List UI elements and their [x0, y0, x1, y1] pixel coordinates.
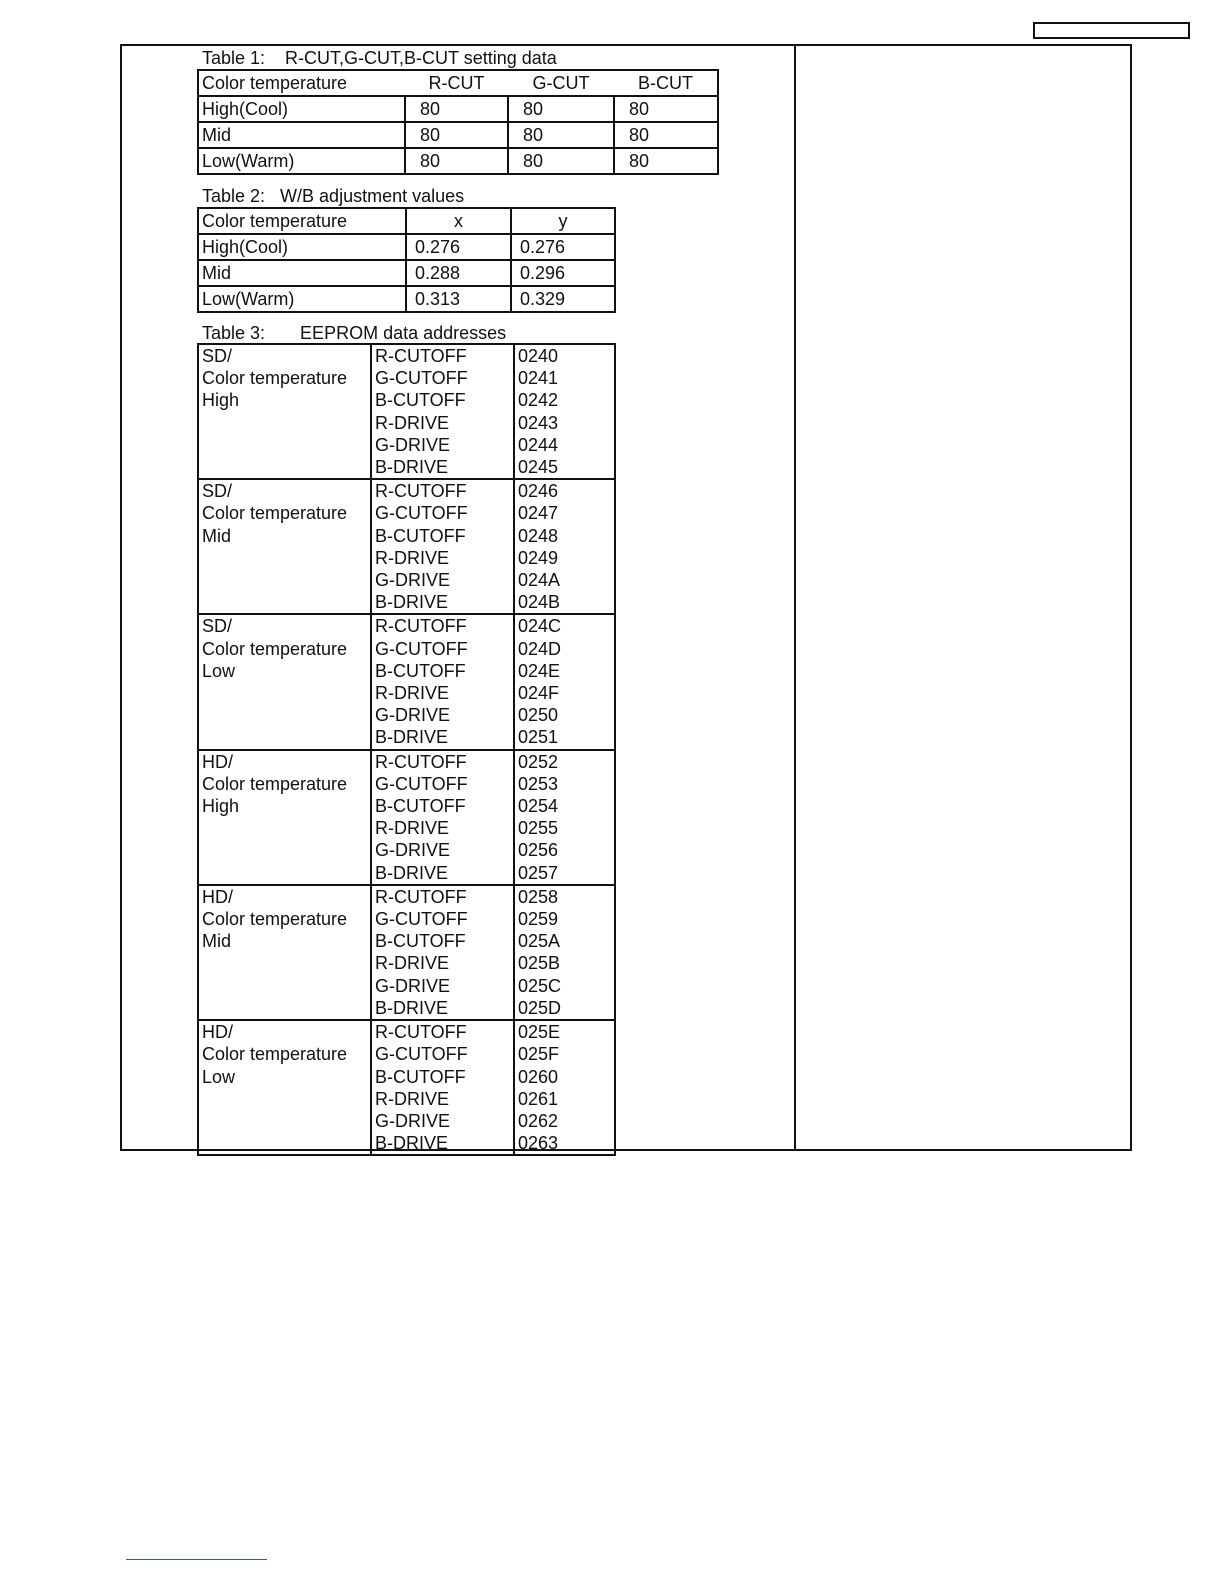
table3-address: 0241	[518, 368, 559, 389]
table3-address: 0254	[518, 796, 559, 817]
table-row	[198, 614, 615, 749]
table3-address: 0248	[518, 525, 559, 546]
table3-register: G-DRIVE	[375, 1110, 451, 1131]
table3-address: 025B	[518, 953, 561, 974]
footer-link-line	[126, 1559, 267, 1560]
table3-group-mode: SD/	[202, 346, 233, 366]
table1-cell: 80	[508, 122, 614, 148]
table3-register-list	[371, 614, 514, 749]
table3-address: 025D	[518, 997, 562, 1018]
table3-register: G-DRIVE	[375, 840, 451, 861]
table3-register: R-CUTOFF	[375, 481, 467, 502]
table3-address-list	[514, 614, 615, 749]
table3-group-mode: SD/	[202, 616, 233, 637]
page-number-box	[1033, 22, 1190, 39]
table-row	[198, 234, 615, 260]
table3-address: 0249	[518, 547, 559, 568]
table-row	[198, 260, 615, 286]
table3-register: G-CUTOFF	[375, 909, 468, 930]
table3-address: 024B	[518, 592, 561, 613]
table3-address: 0251	[518, 727, 559, 748]
table2-cell: 0.313	[406, 286, 511, 312]
table3-register: G-CUTOFF	[375, 773, 468, 794]
table2-cell: 0.296	[511, 260, 615, 286]
table-row	[198, 286, 615, 312]
table3-register: R-DRIVE	[375, 953, 450, 974]
table1-cell: 80	[508, 148, 614, 174]
table3-group-label	[198, 750, 371, 885]
table3-group-label	[198, 1020, 371, 1155]
table3-group-label: Color temperature	[202, 909, 348, 930]
table2-cell: 0.276	[511, 234, 615, 260]
table3-address-list	[514, 750, 615, 885]
table3-register: R-DRIVE	[375, 1088, 450, 1109]
table3-address: 0250	[518, 705, 559, 726]
table3-register-list	[371, 885, 514, 1020]
table1-cell: 80	[405, 122, 508, 148]
table3-register: R-CUTOFF	[375, 1022, 467, 1043]
table3-address: 0247	[518, 503, 559, 524]
table2-cell: High(Cool)	[198, 234, 406, 260]
table3-group-mode: HD/	[202, 886, 233, 907]
table3-register: G-CUTOFF	[375, 638, 468, 659]
table3-group-mode: HD/	[202, 751, 233, 772]
table3-group-mode: SD/	[202, 481, 233, 502]
table1-cell: 80	[614, 96, 718, 122]
table3-group-label: Color temperature	[202, 503, 348, 524]
table1-cell: Low(Warm)	[198, 148, 405, 174]
table3-address: 0240	[518, 346, 559, 366]
table3-address: 0257	[518, 862, 559, 883]
table1-header-rcut: R-CUT	[405, 70, 508, 96]
table2-header-row	[198, 208, 615, 234]
table-row	[198, 885, 615, 1020]
table3-group-label: Color temperature	[202, 773, 348, 794]
table1-header-color-temp: Color temperature	[198, 70, 405, 96]
table3-address: 024A	[518, 570, 561, 591]
table-row	[198, 750, 615, 885]
table3-register-list	[371, 344, 514, 479]
table3-register: R-DRIVE	[375, 818, 450, 839]
table3-address: 025C	[518, 975, 562, 996]
table3-group-level: High	[202, 390, 240, 411]
table1-cell: 80	[614, 148, 718, 174]
table3-group-level: Mid	[202, 931, 232, 952]
table3-address: 025F	[518, 1044, 560, 1065]
table3-address-list	[514, 479, 615, 614]
table3-address: 0243	[518, 412, 559, 433]
table2-cell: 0.276	[406, 234, 511, 260]
table2-header-x: x	[406, 208, 511, 234]
table3-address-list	[514, 885, 615, 1020]
table3-register: G-DRIVE	[375, 705, 451, 726]
table3-register: B-DRIVE	[375, 997, 449, 1018]
table3-address: 0246	[518, 481, 559, 502]
table1-cell: 80	[405, 96, 508, 122]
table3-register: B-DRIVE	[375, 727, 449, 748]
table3-register: B-CUTOFF	[375, 390, 466, 411]
table-row	[198, 148, 718, 174]
table3-address: 0252	[518, 751, 559, 772]
table3-group-level: Low	[202, 1066, 236, 1087]
table3-register-list	[371, 750, 514, 885]
table2-wb-adjustment	[197, 207, 616, 313]
table3-address: 0262	[518, 1110, 559, 1131]
table2-cell: Low(Warm)	[198, 286, 406, 312]
table-row	[198, 96, 718, 122]
table3-group-label	[198, 614, 371, 749]
table3-address: 0260	[518, 1066, 559, 1087]
table3-register-list	[371, 1020, 514, 1155]
table2-header-color-temp: Color temperature	[198, 208, 406, 234]
table3-group-label	[198, 885, 371, 1020]
table3-address: 024F	[518, 683, 560, 704]
table3-address: 025A	[518, 931, 561, 952]
table-row	[198, 479, 615, 614]
table3-address: 0244	[518, 434, 559, 455]
table3-address: 024D	[518, 638, 562, 659]
table1-header-bcut: B-CUT	[614, 70, 718, 96]
table1-cell: High(Cool)	[198, 96, 405, 122]
table3-group-level: Mid	[202, 525, 232, 546]
table3-address: 025E	[518, 1022, 561, 1043]
table3-register: G-CUTOFF	[375, 503, 468, 524]
table-row	[198, 344, 615, 479]
table3-register: B-CUTOFF	[375, 931, 466, 952]
table1-cell: 80	[508, 96, 614, 122]
table3-address: 0259	[518, 909, 559, 930]
table-row	[198, 122, 718, 148]
table3-address-list	[514, 1020, 615, 1155]
table1-cell: 80	[614, 122, 718, 148]
table3-register: G-DRIVE	[375, 975, 451, 996]
table1-header-row	[198, 70, 718, 96]
table3-register: R-DRIVE	[375, 412, 450, 433]
table3-address: 0263	[518, 1133, 559, 1154]
table3-group-label	[198, 479, 371, 614]
table3-register: B-DRIVE	[375, 457, 449, 478]
table3-register: R-DRIVE	[375, 683, 450, 704]
table3-group-label: Color temperature	[202, 638, 348, 659]
table3-address: 0255	[518, 818, 559, 839]
table3-group-level: High	[202, 796, 240, 817]
table3-register: B-CUTOFF	[375, 1066, 466, 1087]
table2-header-y: y	[511, 208, 615, 234]
table3-register: B-DRIVE	[375, 1133, 449, 1154]
table3-address: 024C	[518, 616, 562, 637]
table3-register: R-CUTOFF	[375, 616, 467, 637]
table2-cell: 0.329	[511, 286, 615, 312]
table3-group-label	[198, 344, 371, 479]
table3-group-level: Low	[202, 660, 236, 681]
frame-column-divider	[794, 44, 796, 1151]
table3-address: 0242	[518, 390, 559, 411]
table3-register-list	[371, 479, 514, 614]
table3-address: 0253	[518, 773, 559, 794]
table1-cell: 80	[405, 148, 508, 174]
table3-group-mode: HD/	[202, 1022, 233, 1043]
table3-eeprom-addresses	[197, 343, 616, 1156]
table3-register: G-DRIVE	[375, 570, 451, 591]
table1-cell: Mid	[198, 122, 405, 148]
table3-address: 0245	[518, 457, 559, 478]
table3-caption: Table 3: EEPROM data addresses	[202, 323, 507, 343]
table1-header-gcut: G-CUT	[508, 70, 614, 96]
table2-cell: 0.288	[406, 260, 511, 286]
table3-register: B-DRIVE	[375, 862, 449, 883]
table3-register: B-DRIVE	[375, 592, 449, 613]
table2-caption: Table 2: W/B adjustment values	[202, 186, 465, 206]
table3-register: G-CUTOFF	[375, 368, 468, 389]
table3-register: G-DRIVE	[375, 434, 451, 455]
table3-group-label: Color temperature	[202, 1044, 348, 1065]
table3-register: R-CUTOFF	[375, 886, 467, 907]
table3-register: R-CUTOFF	[375, 346, 467, 366]
table3-address: 024E	[518, 660, 561, 681]
table3-address: 0261	[518, 1088, 559, 1109]
table3-address: 0258	[518, 886, 559, 907]
table3-address: 0256	[518, 840, 559, 861]
table2-cell: Mid	[198, 260, 406, 286]
table-row	[198, 1020, 615, 1155]
table3-register: G-CUTOFF	[375, 1044, 468, 1065]
table3-register: R-CUTOFF	[375, 751, 467, 772]
table3-register: B-CUTOFF	[375, 796, 466, 817]
table3-address-list	[514, 344, 615, 479]
table3-register: B-CUTOFF	[375, 525, 466, 546]
table1-cut-settings	[197, 69, 719, 175]
table3-register: B-CUTOFF	[375, 660, 466, 681]
table3-register: R-DRIVE	[375, 547, 450, 568]
table1-caption: Table 1: R-CUT,G-CUT,B-CUT setting data	[202, 48, 557, 68]
table3-group-label: Color temperature	[202, 368, 348, 389]
